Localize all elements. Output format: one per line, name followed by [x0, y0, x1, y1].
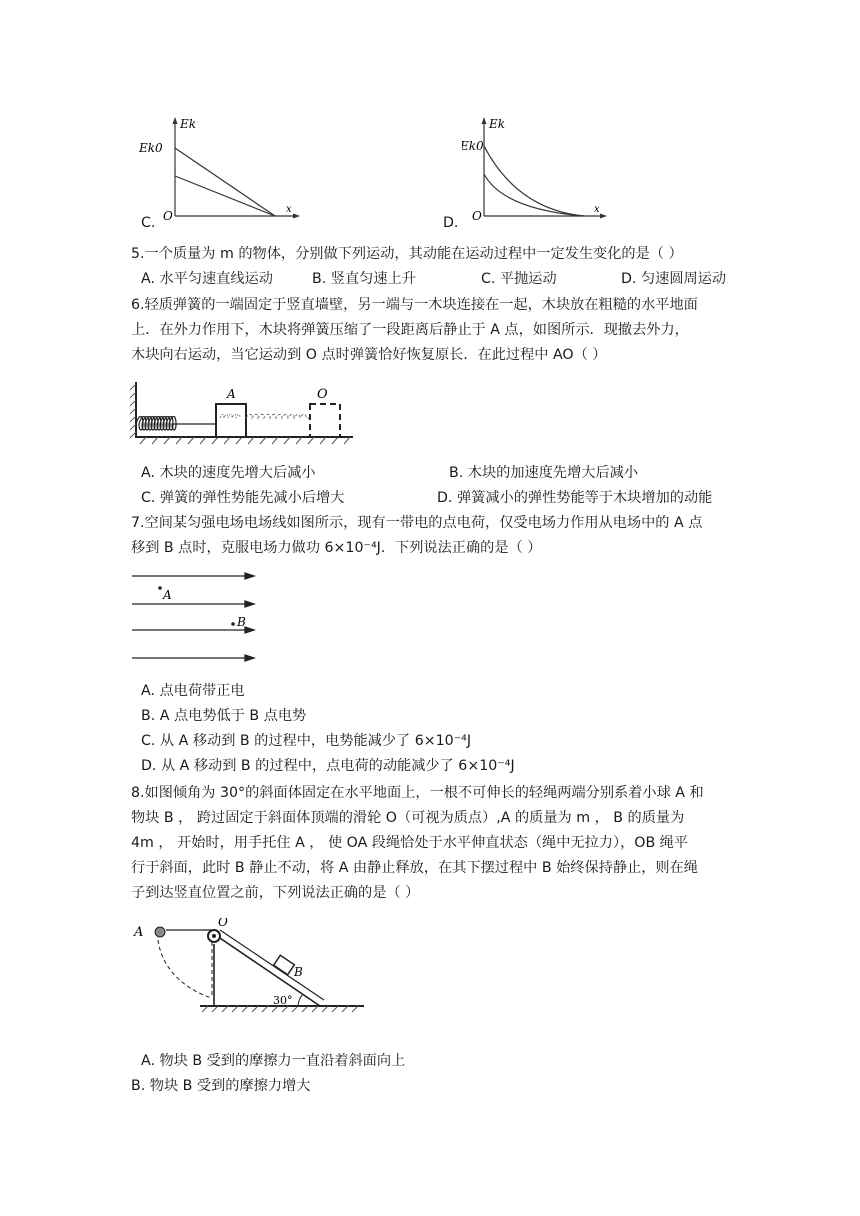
q8-stem-line-1: 8.如图倾角为 30°的斜面体固定在水平地面上，一根不可伸长的轻绳两端分别系着小球 A 和	[131, 785, 704, 801]
q7-point-b	[231, 622, 235, 626]
q5-stem: 5.一个质量为 m 的物体，分别做下列运动，其动能在运动过程中一定发生变化的是（ ）	[131, 246, 683, 262]
graph-c-option-label: C.	[141, 215, 156, 231]
q7-field-figure	[128, 568, 263, 666]
q7-stem-line-2: 移到 B 点时，克服电场力做功 6×10⁻⁴J．下列说法正确的是（ ）	[131, 540, 542, 556]
q8-stem-line-2: 物块 B ， 跨过固定于斜面体顶端的滑轮 O（可视为质点）,A 的质量为 m ， B 的质量为	[131, 810, 685, 826]
q8-incline-figure	[128, 918, 368, 1018]
q8-option-a: A. 物块 B 受到的摩擦力一直沿着斜面向上	[141, 1053, 406, 1069]
graph-d-x-axis-label: x	[594, 204, 600, 215]
q6-stem-line-2: 上．在外力作用下，木块将弹簧压缩了一段距离后静止于 A 点，如图所示．现撤去外力，	[131, 322, 689, 338]
q6-stem-line-1: 6.轻质弹簧的一端固定于竖直墙壁，另一端与一木块连接在一起，木块放在粗糙的水平地面	[131, 297, 698, 313]
q8-label-o: O	[218, 918, 228, 929]
graph-c-y-axis-label: Ek	[180, 117, 197, 131]
q5-option-a: A. 水平匀速直线运动	[141, 271, 273, 287]
q7-option-b: B. A 点电势低于 B 点电势	[141, 708, 307, 724]
q6-label-a: A	[227, 387, 236, 401]
graph-c-origin-label: O	[163, 209, 173, 223]
q7-option-d: D. 从 A 移动到 B 的过程中，点电荷的动能减少了 6×10⁻⁴J	[141, 758, 515, 774]
q5-option-d: D. 匀速圆周运动	[621, 271, 727, 287]
graph-d-curve-upper	[484, 146, 584, 216]
q7-point-a	[158, 586, 162, 590]
q8-stem-line-5: 子到达竖直位置之前，下列说法正确的是（ ）	[131, 885, 420, 901]
q8-ball-a	[155, 927, 165, 937]
q8-incline-surface	[214, 934, 320, 1006]
graph-d-option-label: D.	[443, 215, 459, 231]
q8-label-a: A	[134, 925, 144, 940]
q6-spring-figure	[128, 378, 358, 458]
q6-spring	[136, 417, 216, 431]
q7-label-b: B	[237, 615, 246, 629]
graph-c	[135, 112, 305, 232]
graph-d-y-axis-label: Ek	[489, 117, 506, 131]
q5-option-b: B. 竖直匀速上升	[312, 271, 416, 287]
q8-angle-label: 30°	[273, 994, 293, 1007]
graph-d	[462, 112, 632, 232]
q8-stem-line-3: 4m ， 开始时，用手托住 A ， 使 OA 段绳恰处于水平伸直状态（绳中无拉力），OB 绳平	[131, 835, 689, 851]
graph-c-x-axis-label: x	[286, 204, 292, 215]
q6-label-o: O	[317, 387, 328, 402]
q5-option-c: C. 平抛运动	[481, 271, 557, 287]
q6-option-b: B. 木块的加速度先增大后减小	[449, 465, 639, 481]
q6-option-a: A. 木块的速度先增大后减小	[141, 465, 316, 481]
q7-label-a: A	[163, 588, 172, 602]
q7-option-c: C. 从 A 移动到 B 的过程中，电势能减少了 6×10⁻⁴J	[141, 733, 472, 749]
q6-option-d: D. 弹簧减小的弹性势能等于木块增加的动能	[437, 490, 713, 506]
q6-block-o	[310, 404, 340, 437]
q6-option-c: C. 弹簧的弹性势能先减小后增大	[141, 490, 345, 506]
q8-swing-path	[158, 940, 212, 998]
q8-option-b: B. 物块 B 受到的摩擦力增大	[131, 1078, 311, 1094]
graph-d-origin-label: O	[472, 209, 482, 223]
q6-block-a	[216, 404, 246, 437]
q6-stem-line-3: 木块向右运动，当它运动到 O 点时弹簧恰好恢复原长．在此过程中 AO（ ）	[131, 347, 607, 363]
graph-c-ek0-label: Ek0	[139, 141, 163, 155]
q7-option-a: A. 点电荷带正电	[141, 683, 245, 699]
q8-stem-line-4: 行于斜面，此时 B 静止不动，将 A 由静止释放，在其下摆过程中 B 始终保持静止，则在绳	[131, 860, 698, 876]
q8-block-b	[274, 955, 295, 974]
q8-label-b: B	[294, 965, 303, 979]
graph-d-curve-lower	[484, 174, 584, 216]
graph-d-ek0-label: Ek0	[462, 139, 484, 153]
q7-stem-line-1: 7.空间某匀强电场电场线如图所示，现有一带电的点电荷，仅受电场力作用从电场中的 A 点	[131, 515, 703, 531]
